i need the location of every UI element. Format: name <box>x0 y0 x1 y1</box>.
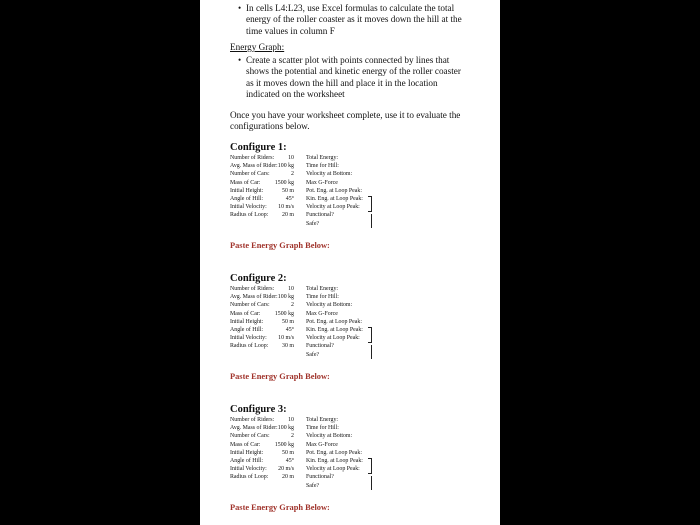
bullet-1-line: time values in column F <box>246 25 335 36</box>
result-label: Pot. Eng. at Loop Peak: <box>306 318 362 325</box>
evaluate-line: Once you have your worksheet complete, use it to evaluate the <box>230 110 461 120</box>
row-label: Initial Height: <box>230 449 264 456</box>
row-value: 100 kg <box>277 294 294 301</box>
row-label: Avg. Mass of Rider: <box>230 425 278 432</box>
row-value: 10 <box>288 286 294 292</box>
result-label: Functional? <box>306 212 334 219</box>
result-label: Velocity at Loop Peak: <box>306 466 360 473</box>
result-label: Velocity at Bottom: <box>306 433 353 440</box>
row-label: Number of Riders: <box>230 155 275 161</box>
evaluate-line: configurations below. <box>230 121 310 132</box>
row-label: Radius of Loop: <box>230 212 269 219</box>
bullet-1-text <box>246 3 462 37</box>
row-label: Number of Cars: <box>230 433 270 440</box>
answer-bracket <box>368 345 372 359</box>
result-label: Max G-Force <box>306 310 338 317</box>
bullet-1-line: In cells L4:L23, use Excel formulas to calculate the total <box>246 3 455 13</box>
paste-graph-label: Paste Energy Graph Below: <box>230 372 330 381</box>
answer-bracket <box>368 196 372 212</box>
paste-graph-label: Paste Energy Graph Below: <box>230 241 330 250</box>
evaluate-paragraph <box>230 110 460 133</box>
row-value: 1500 kg <box>274 179 294 186</box>
row-value: 10 m/s <box>278 335 294 342</box>
result-label: Kin. Eng. at Loop Peak: <box>306 458 363 464</box>
bullet-1-line: energy of the roller coaster as it moves down the hill at the <box>246 14 462 25</box>
row-value: 2 <box>291 433 294 440</box>
result-label: Velocity at Loop Peak: <box>306 335 360 342</box>
row-label: Mass of Car: <box>230 441 261 448</box>
result-label: Pot. Eng. at Loop Peak: <box>306 187 362 194</box>
row-label: Number of Cars: <box>230 302 270 309</box>
row-value: 45° <box>285 196 294 202</box>
row-label: Avg. Mass of Rider: <box>230 294 278 301</box>
result-label: Total Energy: <box>306 286 339 292</box>
result-label: Total Energy: <box>306 417 339 423</box>
document-page <box>200 0 500 525</box>
row-value: 1500 kg <box>274 310 294 317</box>
result-label: Time for Hill: <box>306 163 339 170</box>
row-label: Number of Riders: <box>230 417 275 423</box>
row-value: 50 m <box>282 187 294 194</box>
bullet-2-line: indicated on the worksheet <box>246 89 345 100</box>
result-label: Functional? <box>306 343 334 350</box>
row-value: 50 m <box>282 449 294 456</box>
row-value: 10 m/s <box>278 204 294 211</box>
row-value: 30 m <box>282 343 294 350</box>
row-label: Number of Riders: <box>230 286 275 292</box>
row-label: Angle of Hill: <box>230 458 264 464</box>
result-label: Velocity at Bottom: <box>306 171 353 178</box>
result-label: Total Energy: <box>306 155 339 161</box>
row-label: Number of Cars: <box>230 171 270 178</box>
result-label: Time for Hill: <box>306 294 339 301</box>
config-title: Configure 2: <box>230 273 287 284</box>
result-label: Kin. Eng. at Loop Peak: <box>306 196 363 202</box>
row-label: Radius of Loop: <box>230 474 269 481</box>
row-value: 100 kg <box>277 425 294 432</box>
result-label: Max G-Force <box>306 179 338 186</box>
result-label: Velocity at Bottom: <box>306 302 353 309</box>
answer-bracket <box>368 476 372 490</box>
paste-graph-label: Paste Energy Graph Below: <box>230 503 330 512</box>
result-label: Pot. Eng. at Loop Peak: <box>306 449 362 456</box>
row-label: Angle of Hill: <box>230 327 264 333</box>
bullet-dot: • <box>238 3 242 13</box>
row-label: Mass of Car: <box>230 179 261 186</box>
config-title: Configure 3: <box>230 404 287 415</box>
row-label: Initial Velocity: <box>230 204 267 211</box>
result-label: Velocity at Loop Peak: <box>306 204 360 211</box>
row-label: Initial Height: <box>230 318 264 325</box>
answer-bracket <box>368 214 372 228</box>
row-value: 2 <box>291 302 294 309</box>
result-label: Safe? <box>306 220 320 227</box>
row-label: Radius of Loop: <box>230 343 269 350</box>
answer-bracket <box>368 327 372 343</box>
bullet-dot: • <box>238 55 242 65</box>
row-label: Angle of Hill: <box>230 196 264 202</box>
bullet-2-text <box>246 55 461 101</box>
row-value: 50 m <box>282 318 294 325</box>
result-label: Safe? <box>306 351 320 358</box>
result-label: Kin. Eng. at Loop Peak: <box>306 327 363 333</box>
row-label: Avg. Mass of Rider: <box>230 163 278 170</box>
row-value: 45° <box>285 458 294 464</box>
row-label: Initial Height: <box>230 187 264 194</box>
row-value: 1500 kg <box>274 441 294 448</box>
row-label: Initial Velocity: <box>230 335 267 342</box>
bullet-2-line: shows the potential and kinetic energy of the roller coaster <box>246 66 461 77</box>
result-label: Functional? <box>306 474 334 481</box>
row-value: 2 <box>291 171 294 178</box>
row-value: 10 <box>288 417 294 423</box>
row-value: 20 m <box>282 212 294 219</box>
bullet-2-line: Create a scatter plot with points connected by lines that <box>246 55 450 65</box>
row-value: 45° <box>285 327 294 333</box>
row-label: Mass of Car: <box>230 310 261 317</box>
bullet-2-line: as it moves down the hill and place it in the location <box>246 77 438 88</box>
config-title: Configure 1: <box>230 142 287 153</box>
row-value: 20 m <box>282 474 294 481</box>
result-label: Time for Hill: <box>306 425 339 432</box>
energy-graph-heading: Energy Graph: <box>230 42 285 52</box>
result-label: Max G-Force <box>306 441 338 448</box>
row-value: 10 <box>288 155 294 161</box>
row-label: Initial Velocity: <box>230 466 267 473</box>
row-value: 20 m/s <box>278 466 294 473</box>
row-value: 100 kg <box>277 163 294 170</box>
answer-bracket <box>368 458 372 474</box>
result-label: Safe? <box>306 482 320 489</box>
